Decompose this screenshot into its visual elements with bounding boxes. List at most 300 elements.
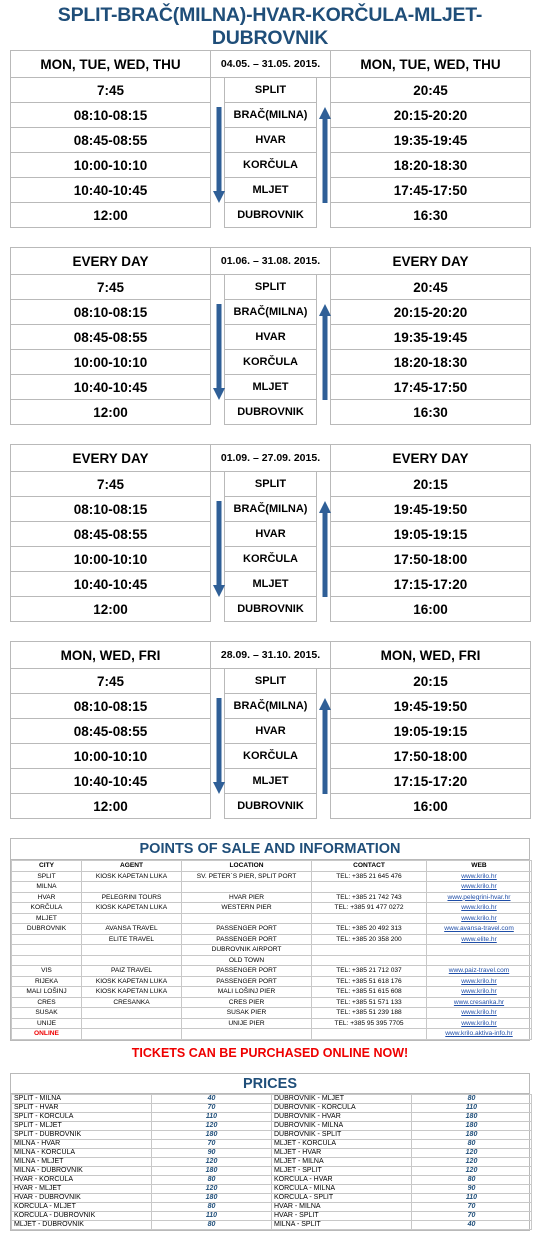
departure-time: 7:45 [11, 669, 211, 694]
pos-web-link[interactable]: www.krilo.hr [427, 1018, 532, 1029]
pos-contact [312, 955, 427, 966]
schedule-row [11, 300, 531, 325]
schedule-row [11, 203, 531, 228]
price-route: SPLIT - DUBROVNIK [12, 1131, 152, 1140]
pos-web-link[interactable]: www.avansa-travel.com [427, 924, 532, 935]
pos-row [12, 976, 532, 987]
arrow-gap [211, 400, 225, 425]
return-time: 17:50-18:00 [331, 744, 531, 769]
schedule-row [11, 472, 531, 497]
pos-contact: TEL: +385 20 358 200 [312, 934, 427, 945]
pos-agent [82, 1018, 182, 1029]
pos-row [12, 903, 532, 914]
pos-city: CRES [12, 997, 82, 1008]
return-time: 16:30 [331, 203, 531, 228]
schedule-table [10, 50, 531, 228]
pos-agent [82, 945, 182, 956]
departure-time: 7:45 [11, 472, 211, 497]
downward-arrow-cell [211, 300, 225, 400]
price-route: MILNA - HVAR [12, 1140, 152, 1149]
stop-name: BRAČ(MILNA) [225, 694, 317, 719]
pos-location: PASSENGER PORT [182, 934, 312, 945]
departure-time: 7:45 [11, 78, 211, 103]
points-of-sale-title: POINTS OF SALE AND INFORMATION [11, 839, 529, 860]
pos-location: CRES PIER [182, 997, 312, 1008]
pos-contact: TEL: +385 20 492 313 [312, 924, 427, 935]
stop-name: KORČULA [225, 744, 317, 769]
stop-name: SPLIT [225, 669, 317, 694]
price-route: HVAR - MILNA [272, 1203, 412, 1212]
pos-header: WEB [427, 861, 532, 872]
pos-location [182, 1029, 312, 1040]
upward-arrow-cell [317, 497, 331, 597]
pos-row [12, 934, 532, 945]
price-route: DUBROVNIK - MILNA [272, 1122, 412, 1131]
stop-name: HVAR [225, 128, 317, 153]
stop-name: DUBROVNIK [225, 203, 317, 228]
price-route: HVAR - SPLIT [272, 1212, 412, 1221]
pos-location: HVAR PIER [182, 892, 312, 903]
return-time: 17:15-17:20 [331, 572, 531, 597]
schedule-row [11, 153, 531, 178]
price-route: MILNA - MLJET [12, 1158, 152, 1167]
pos-agent [82, 882, 182, 893]
pos-row [12, 924, 532, 935]
price-value: 70 [152, 1140, 272, 1149]
departure-time: 12:00 [11, 203, 211, 228]
price-route: DUBROVNIK - HVAR [272, 1113, 412, 1122]
price-row [12, 1176, 532, 1185]
arrow-up-icon [319, 304, 331, 400]
stop-name: DUBROVNIK [225, 400, 317, 425]
arrow-gap [317, 400, 331, 425]
pos-location: SV. PETER`S PIER, SPLIT PORT [182, 871, 312, 882]
pos-web-link[interactable]: www.elite.hr [427, 934, 532, 945]
departure-time: 12:00 [11, 400, 211, 425]
price-value: 80 [152, 1203, 272, 1212]
pos-contact: TEL: +385 21 645 476 [312, 871, 427, 882]
departure-time: 10:00-10:10 [11, 744, 211, 769]
price-value: 110 [412, 1194, 532, 1203]
pos-header: AGENT [82, 861, 182, 872]
pos-location [182, 882, 312, 893]
arrow-gap [211, 472, 225, 497]
pos-contact: TEL: +385 21 742 743 [312, 892, 427, 903]
pos-contact: TEL: +385 51 571 133 [312, 997, 427, 1008]
validity-period: 01.06. – 31.08. 2015. [211, 248, 331, 275]
schedule-row [11, 497, 531, 522]
pos-agent [82, 955, 182, 966]
departure-time: 08:10-08:15 [11, 497, 211, 522]
return-time: 18:20-18:30 [331, 153, 531, 178]
departure-days-label: MON, TUE, WED, THU [11, 51, 211, 78]
price-value: 40 [412, 1221, 532, 1230]
price-row [12, 1185, 532, 1194]
schedule-row [11, 794, 531, 819]
price-value: 80 [152, 1221, 272, 1230]
pos-contact: TEL: +385 91 477 0272 [312, 903, 427, 914]
stop-name: MLJET [225, 375, 317, 400]
departure-time: 10:40-10:45 [11, 375, 211, 400]
pos-contact: TEL: +385 51 615 608 [312, 987, 427, 998]
return-time: 17:45-17:50 [331, 178, 531, 203]
pos-contact: TEL: +385 21 712 037 [312, 966, 427, 977]
arrow-gap [211, 203, 225, 228]
pos-city: SUSAK [12, 1008, 82, 1019]
pos-web-link [427, 955, 532, 966]
departure-time: 12:00 [11, 597, 211, 622]
pos-city: HVAR [12, 892, 82, 903]
stop-name: SPLIT [225, 78, 317, 103]
pos-contact [312, 882, 427, 893]
return-time: 19:35-19:45 [331, 128, 531, 153]
price-value: 110 [412, 1104, 532, 1113]
pos-agent: KIOSK KAPETAN LUKA [82, 987, 182, 998]
price-value: 70 [412, 1212, 532, 1221]
online-tickets-notice: TICKETS CAN BE PURCHASED ONLINE NOW! [131, 1046, 409, 1060]
departure-time: 08:10-08:15 [11, 103, 211, 128]
price-value: 80 [412, 1176, 532, 1185]
return-time: 16:30 [331, 400, 531, 425]
price-route: KORČULA - HVAR [272, 1176, 412, 1185]
pos-web-link[interactable]: www.krilo.hr [427, 882, 532, 893]
price-value: 180 [152, 1167, 272, 1176]
schedule-table [10, 641, 531, 819]
price-route: DUBROVNIK - KORČULA [272, 1104, 412, 1113]
price-route: MILNA - SPLIT [272, 1221, 412, 1230]
pos-web-link[interactable]: www.krilo.hr [427, 987, 532, 998]
return-time: 18:20-18:30 [331, 350, 531, 375]
schedule-row [11, 669, 531, 694]
pos-web-link[interactable]: www.krilo.aktiva-info.hr [427, 1029, 532, 1040]
return-time: 17:50-18:00 [331, 547, 531, 572]
schedule-row [11, 128, 531, 153]
pos-row [12, 1008, 532, 1019]
pos-location: MALI LOŠINJ PIER [182, 987, 312, 998]
price-row [12, 1140, 532, 1149]
pos-agent: KIOSK KAPETAN LUKA [82, 871, 182, 882]
pos-web-link[interactable]: www.krilo.hr [427, 976, 532, 987]
pos-location: PASSENGER PORT [182, 976, 312, 987]
pos-agent: KIOSK KAPETAN LUKA [82, 903, 182, 914]
return-time: 17:45-17:50 [331, 375, 531, 400]
pos-contact: TEL: +385 51 239 188 [312, 1008, 427, 1019]
pos-contact [312, 945, 427, 956]
pos-city [12, 934, 82, 945]
pos-row [12, 892, 532, 903]
price-route: SPLIT - MILNA [12, 1095, 152, 1104]
schedule-row [11, 350, 531, 375]
stop-name: MLJET [225, 572, 317, 597]
stop-name: HVAR [225, 522, 317, 547]
price-row [12, 1095, 532, 1104]
pos-row [12, 882, 532, 893]
return-time: 20:15-20:20 [331, 300, 531, 325]
pos-row [12, 1018, 532, 1029]
pos-contact [312, 1029, 427, 1040]
pos-city: RIJEKA [12, 976, 82, 987]
schedule-row [11, 325, 531, 350]
arrow-gap [317, 78, 331, 103]
pos-web-link[interactable]: www.krilo.hr [427, 903, 532, 914]
price-value: 180 [412, 1113, 532, 1122]
pos-row [12, 913, 532, 924]
return-time: 19:45-19:50 [331, 694, 531, 719]
price-route: MLJET - MILNA [272, 1158, 412, 1167]
departure-time: 08:10-08:15 [11, 300, 211, 325]
pos-city: VIS [12, 966, 82, 977]
price-row [12, 1113, 532, 1122]
pos-web-link[interactable]: www.paiz-travel.com [427, 966, 532, 977]
arrow-gap [211, 794, 225, 819]
price-route: KORČULA - SPLIT [272, 1194, 412, 1203]
arrow-gap [211, 275, 225, 300]
arrow-down-icon [213, 107, 225, 203]
departure-time: 10:40-10:45 [11, 572, 211, 597]
return-time: 19:05-19:15 [331, 522, 531, 547]
pos-row [12, 987, 532, 998]
arrow-gap [211, 669, 225, 694]
price-row [12, 1212, 532, 1221]
pos-city [12, 955, 82, 966]
arrow-gap [211, 78, 225, 103]
pos-location: WESTERN PIER [182, 903, 312, 914]
pos-row [12, 1029, 532, 1040]
return-time: 20:15 [331, 669, 531, 694]
return-time: 19:45-19:50 [331, 497, 531, 522]
return-days-label: EVERY DAY [331, 248, 531, 275]
arrow-up-icon [319, 107, 331, 203]
price-route: SPLIT - HVAR [12, 1104, 152, 1113]
pos-header: CITY [12, 861, 82, 872]
pos-city: MALI LOŠINJ [12, 987, 82, 998]
schedule-row [11, 694, 531, 719]
points-of-sale-table [11, 860, 532, 1040]
arrow-gap [317, 275, 331, 300]
pos-agent: CRESANKA [82, 997, 182, 1008]
schedule-row [11, 572, 531, 597]
price-route: MLJET - HVAR [272, 1149, 412, 1158]
departure-time: 08:45-08:55 [11, 325, 211, 350]
stop-name: DUBROVNIK [225, 794, 317, 819]
price-route: KORČULA - MLJET [12, 1203, 152, 1212]
departure-time: 10:00-10:10 [11, 350, 211, 375]
departure-time: 10:40-10:45 [11, 178, 211, 203]
arrow-gap [317, 669, 331, 694]
price-route: MILNA - KORČULA [12, 1149, 152, 1158]
arrow-gap [211, 597, 225, 622]
price-value: 180 [152, 1194, 272, 1203]
price-row [12, 1167, 532, 1176]
arrow-down-icon [213, 698, 225, 794]
price-route: SPLIT - KORČULA [12, 1113, 152, 1122]
price-row [12, 1158, 532, 1167]
schedule-row [11, 103, 531, 128]
price-value: 120 [152, 1122, 272, 1131]
price-value: 110 [152, 1113, 272, 1122]
pos-agent: PAIZ TRAVEL [82, 966, 182, 977]
price-value: 70 [152, 1104, 272, 1113]
pos-agent: PELEGRINI TOURS [82, 892, 182, 903]
price-row [12, 1131, 532, 1140]
pos-location: SUSAK PIER [182, 1008, 312, 1019]
pos-row [12, 871, 532, 882]
prices-table [11, 1094, 532, 1230]
schedule-row [11, 719, 531, 744]
pos-contact: TEL: +385 51 618 176 [312, 976, 427, 987]
return-time: 20:15 [331, 472, 531, 497]
price-route: HVAR - DUBROVNIK [12, 1194, 152, 1203]
schedule-row [11, 547, 531, 572]
price-value: 180 [412, 1131, 532, 1140]
price-route: DUBROVNIK - SPLIT [272, 1131, 412, 1140]
pos-city: DUBROVNIK [12, 924, 82, 935]
stop-name: MLJET [225, 178, 317, 203]
arrow-down-icon [213, 501, 225, 597]
departure-time: 7:45 [11, 275, 211, 300]
price-row [12, 1122, 532, 1131]
price-row [12, 1203, 532, 1212]
return-time: 20:45 [331, 78, 531, 103]
price-value: 70 [412, 1203, 532, 1212]
price-value: 180 [412, 1122, 532, 1131]
pos-contact: TEL: +385 95 395 7705 [312, 1018, 427, 1029]
price-value: 80 [412, 1140, 532, 1149]
stop-name: HVAR [225, 719, 317, 744]
prices-section [10, 1073, 530, 1231]
return-time: 19:05-19:15 [331, 719, 531, 744]
return-days-label: EVERY DAY [331, 445, 531, 472]
downward-arrow-cell [211, 497, 225, 597]
price-row [12, 1221, 532, 1230]
price-value: 180 [152, 1131, 272, 1140]
downward-arrow-cell [211, 694, 225, 794]
departure-time: 08:45-08:55 [11, 128, 211, 153]
price-value: 90 [152, 1149, 272, 1158]
price-route: KORČULA - MILNA [272, 1185, 412, 1194]
page-title: SPLIT-BRAČ(MILNA)-HVAR-KORČULA-MLJET-DUBROVNIK [57, 4, 483, 49]
departure-time: 10:40-10:45 [11, 769, 211, 794]
pos-row [12, 945, 532, 956]
schedule-row [11, 178, 531, 203]
stop-name: SPLIT [225, 275, 317, 300]
validity-period: 01.09. – 27.09. 2015. [211, 445, 331, 472]
price-row [12, 1104, 532, 1113]
upward-arrow-cell [317, 300, 331, 400]
pos-city: MLJET [12, 913, 82, 924]
departure-time: 10:00-10:10 [11, 153, 211, 178]
pos-web-link[interactable]: www.pelegrini-hvar.hr [427, 892, 532, 903]
schedule-row [11, 769, 531, 794]
pos-location: DUBROVNIK AIRPORT [182, 945, 312, 956]
return-days-label: MON, WED, FRI [331, 642, 531, 669]
departure-days-label: EVERY DAY [11, 445, 211, 472]
schedule-row [11, 744, 531, 769]
pos-web-link[interactable]: www.krilo.hr [427, 871, 532, 882]
return-time: 17:15-17:20 [331, 769, 531, 794]
arrow-down-icon [213, 304, 225, 400]
price-route: MLJET - KORČULA [272, 1140, 412, 1149]
price-value: 120 [412, 1167, 532, 1176]
stop-name: KORČULA [225, 153, 317, 178]
schedule-row [11, 522, 531, 547]
pos-agent [82, 1008, 182, 1019]
pos-city: KORČULA [12, 903, 82, 914]
validity-period: 04.05. – 31.05. 2015. [211, 51, 331, 78]
price-value: 40 [152, 1095, 272, 1104]
pos-city: MILNA [12, 882, 82, 893]
departure-days-label: MON, WED, FRI [11, 642, 211, 669]
stop-name: BRAČ(MILNA) [225, 103, 317, 128]
pos-location: PASSENGER PORT [182, 966, 312, 977]
departure-days-label: EVERY DAY [11, 248, 211, 275]
departure-time: 12:00 [11, 794, 211, 819]
arrow-gap [317, 794, 331, 819]
prices-title: PRICES [11, 1074, 529, 1094]
arrow-up-icon [319, 501, 331, 597]
arrow-up-icon [319, 698, 331, 794]
price-value: 110 [152, 1212, 272, 1221]
pos-web-link[interactable]: www.krilo.hr [427, 913, 532, 924]
schedule-row [11, 400, 531, 425]
stop-name: BRAČ(MILNA) [225, 300, 317, 325]
pos-row [12, 997, 532, 1008]
schedule-row [11, 375, 531, 400]
price-row [12, 1194, 532, 1203]
pos-agent [82, 1029, 182, 1040]
stop-name: BRAČ(MILNA) [225, 497, 317, 522]
pos-location: OLD TOWN [182, 955, 312, 966]
return-time: 16:00 [331, 794, 531, 819]
price-route: HVAR - KORČULA [12, 1176, 152, 1185]
return-days-label: MON, TUE, WED, THU [331, 51, 531, 78]
price-value: 120 [152, 1158, 272, 1167]
price-route: HVAR - MLJET [12, 1185, 152, 1194]
pos-agent: AVANSA TRAVEL [82, 924, 182, 935]
pos-contact [312, 913, 427, 924]
pos-city: SPLIT [12, 871, 82, 882]
price-value: 120 [412, 1158, 532, 1167]
pos-location: PASSENGER PORT [182, 924, 312, 935]
pos-agent [82, 913, 182, 924]
stop-name: SPLIT [225, 472, 317, 497]
pos-web-link[interactable]: www.krilo.hr [427, 1008, 532, 1019]
pos-city [12, 945, 82, 956]
price-route: KORČULA - DUBROVNIK [12, 1212, 152, 1221]
return-time: 19:35-19:45 [331, 325, 531, 350]
pos-web-link[interactable]: www.cresanka.hr [427, 997, 532, 1008]
price-value: 120 [152, 1185, 272, 1194]
pos-city: ONLINE [12, 1029, 82, 1040]
pos-web-link [427, 945, 532, 956]
pos-header: CONTACT [312, 861, 427, 872]
price-value: 90 [412, 1185, 532, 1194]
price-row [12, 1149, 532, 1158]
pos-row [12, 955, 532, 966]
stop-name: HVAR [225, 325, 317, 350]
stop-name: KORČULA [225, 350, 317, 375]
price-route: MLJET - SPLIT [272, 1167, 412, 1176]
upward-arrow-cell [317, 694, 331, 794]
stop-name: KORČULA [225, 547, 317, 572]
pos-agent: KIOSK KAPETAN LUKA [82, 976, 182, 987]
pos-city: UNIJE [12, 1018, 82, 1029]
price-value: 80 [152, 1176, 272, 1185]
schedule-row [11, 78, 531, 103]
downward-arrow-cell [211, 103, 225, 203]
arrow-gap [317, 472, 331, 497]
pos-header: LOCATION [182, 861, 312, 872]
